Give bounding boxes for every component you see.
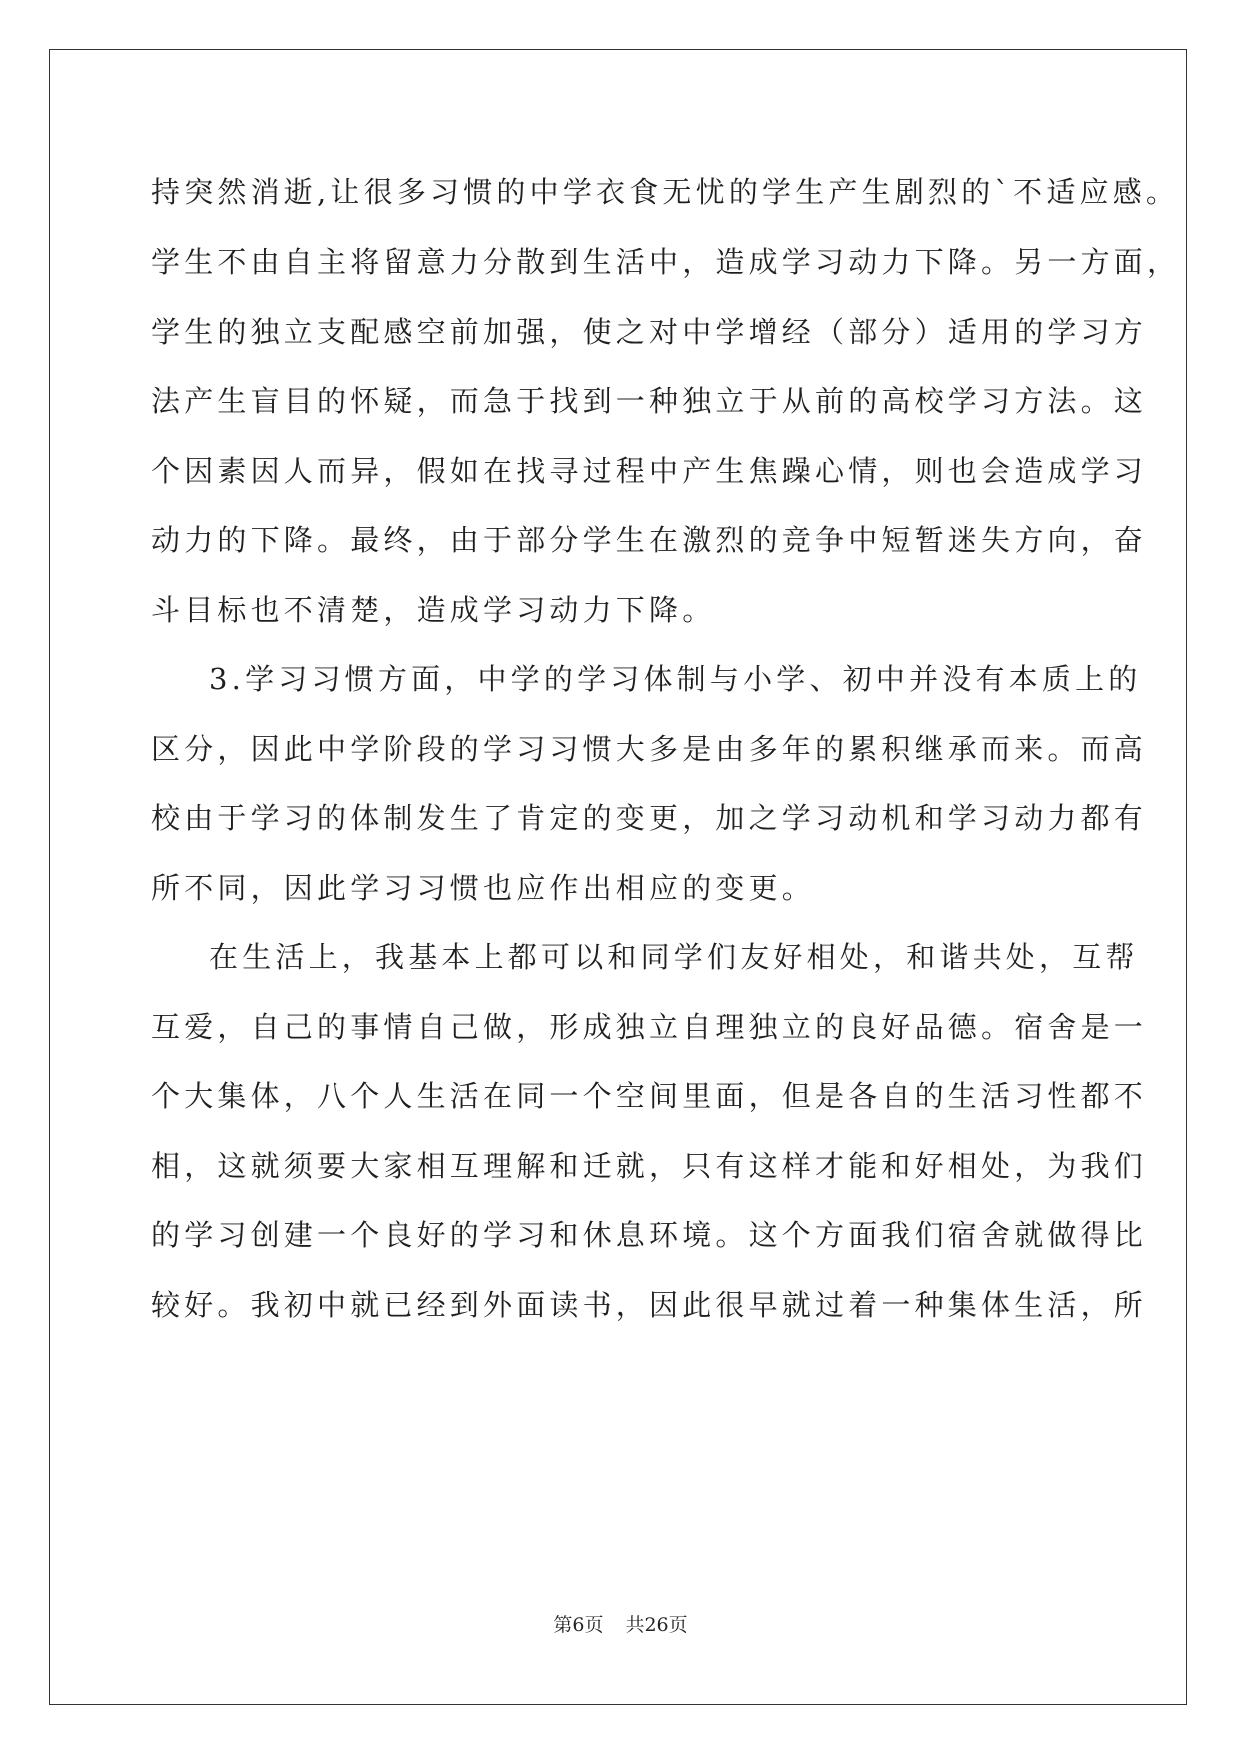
body-line-3: 学生的独立支配感空前加强，使之对中学增经（部分）适用的学习方	[151, 315, 1148, 349]
page-number: 第6页	[553, 1614, 604, 1636]
body-line-7: 斗目标也不清楚，造成学习动力下降。	[151, 593, 716, 627]
body-line-17: 较好。我初中就已经到外面读书，因此很早就过着一种集体生活，所	[151, 1288, 1148, 1322]
page-total: 共26页	[625, 1614, 688, 1636]
body-line-13: 互爱，自己的事情自己做，形成独立自理独立的良好品德。宿舍是一	[151, 1010, 1148, 1044]
body-line-12: 在生活上，我基本上都可以和同学们友好相处，和谐共处，互帮	[209, 940, 1139, 974]
body-line-16: 的学习创建一个良好的学习和休息环境。这个方面我们宿舍就做得比	[151, 1218, 1148, 1252]
body-line-10: 校由于学习的体制发生了肯定的变更，加之学习动机和学习动力都有	[151, 801, 1148, 835]
body-line-15: 相，这就须要大家相互理解和迁就，只有这样才能和好相处，为我们	[151, 1149, 1148, 1183]
body-line-14: 个大集体，八个人生活在同一个空间里面，但是各自的生活习性都不	[151, 1079, 1148, 1113]
body-line-11: 所不同，因此学习习惯也应作出相应的变更。	[151, 871, 816, 905]
body-line-1: 持突然消逝,让很多习惯的中学衣食无忧的学生产生剧烈的`不适应感。	[151, 175, 1180, 209]
body-line-9: 区分，因此中学阶段的学习习惯大多是由多年的累积继承而来。而高	[151, 732, 1148, 766]
body-line-5: 个因素因人而异，假如在找寻过程中产生焦躁心情，则也会造成学习	[151, 454, 1148, 488]
page-footer	[0, 1613, 1241, 1637]
body-line-2: 学生不由自主将留意力分散到生活中，造成学习动力下降。另一方面，	[151, 245, 1181, 279]
body-line-8: 3.学习习惯方面，中学的学习体制与小学、初中并没有本质上的	[209, 662, 1142, 696]
body-line-4: 法产生盲目的怀疑，而急于找到一种独立于从前的高校学习方法。这	[151, 384, 1148, 418]
body-line-6: 动力的下降。最终，由于部分学生在激烈的竞争中短暂迷失方向，奋	[151, 523, 1148, 557]
